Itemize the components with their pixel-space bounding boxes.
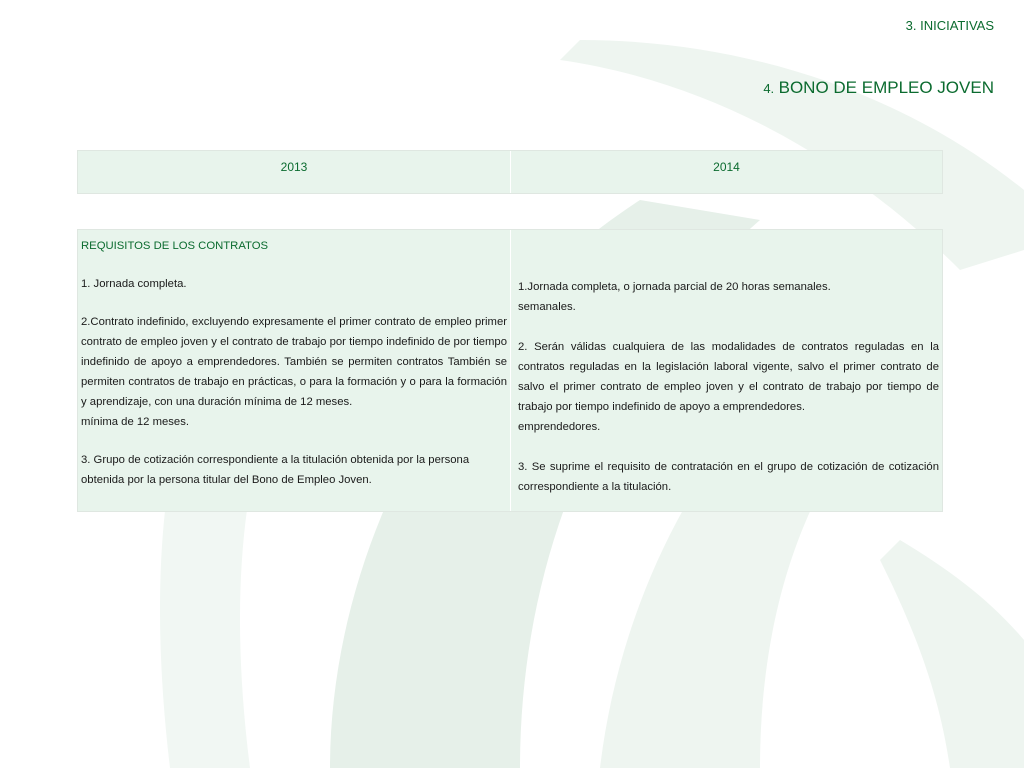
requirements-heading: REQUISITOS DE LOS CONTRATOS (81, 240, 269, 252)
section-heading: 3. INICIATIVAS (905, 18, 994, 33)
requirement-2014-item-3: 3. Se suprime el requisito de contratación en el grupo de cotización de cotización correspondiente a la titulación. (518, 461, 939, 493)
title-number: 4. (763, 81, 775, 96)
spacer (81, 256, 507, 274)
spacer (81, 432, 507, 450)
year-cell-2013: 2013 (78, 151, 511, 193)
requirement-2013-item-2: 2.Contrato indefinido, excluyendo expresamente el primer contrato de empleo primer contrato de empleo joven y el contrato de trabajo por tiempo indefinido de por tiempo indefinido de apoyo a emprendedores. También se permiten contratos También se permiten contratos de trabajo en prácticas, o para la formación y o para la formación y aprendizaje, con una duración mínima de 12 meses. (81, 316, 507, 408)
requirement-2014-item-1-tail: semanales. (518, 301, 576, 313)
year-cell-2014: 2014 (713, 160, 740, 174)
requirement-2013-item-3: 3. Grupo de cotización correspondiente a la titulación obtenida por la persona obtenida por la persona titular del Bono de Empleo Joven. (81, 454, 470, 486)
year-header-table (77, 150, 943, 194)
requirements-2014-column (511, 230, 942, 511)
requirement-2013-item-2-tail: mínima de 12 meses. (81, 416, 189, 428)
requirement-2013-item-1: 1. Jornada completa. (81, 278, 187, 290)
spacer (518, 437, 939, 457)
page-title (763, 78, 994, 98)
requirement-2014-item-1: 1.Jornada completa, o jornada parcial de 20 horas semanales. (518, 281, 831, 293)
spacer (81, 294, 507, 312)
requirements-table (77, 229, 943, 512)
requirement-2014-item-2: 2. Serán válidas cualquiera de las modalidades de contratos reguladas en la contratos reguladas en la legislación laboral vigente, salvo el primer contrato de salvo el primer contrato de empleo joven y el contrato de trabajo por tiempo de trabajo por tiempo indefinido de apoyo a emprendedores. (518, 341, 939, 413)
title-text: BONO DE EMPLEO JOVEN (778, 78, 994, 97)
requirements-2013-column (78, 230, 511, 511)
requirement-2014-item-2-tail: emprendedores. (518, 421, 601, 433)
spacer (518, 317, 939, 337)
